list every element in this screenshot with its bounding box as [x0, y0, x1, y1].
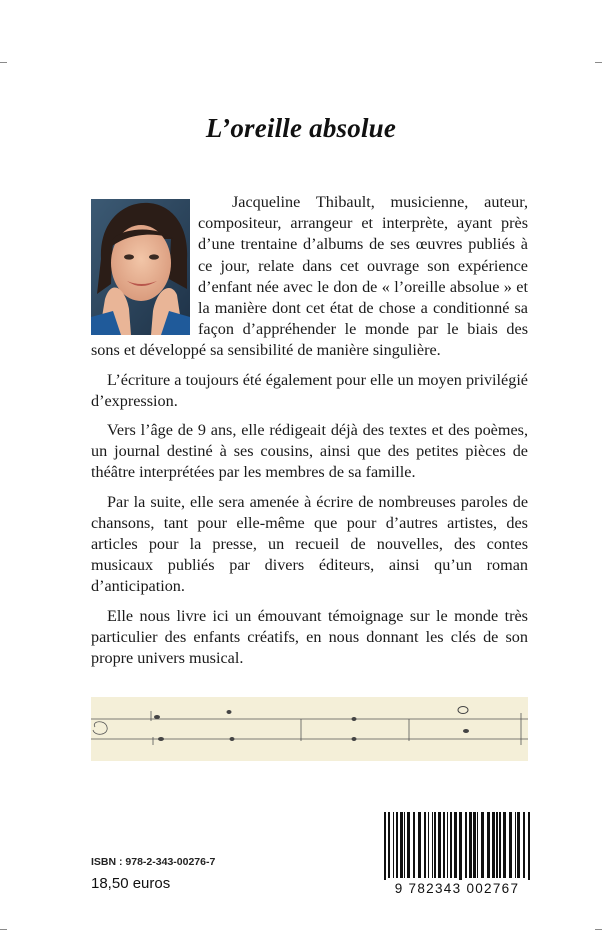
paragraph-writing: L’écriture a toujours été également pour elle un moyen privilégié d’expression.: [91, 370, 528, 410]
barcode-bar: [528, 812, 530, 880]
barcode-bar: [424, 812, 426, 878]
barcode-bar: [413, 812, 415, 878]
paragraph-conclusion: Elle nous livre ici un émouvant témoignage sur le monde très particulier des enfants créatifs, en nous donnant les clés de son propre univers musical.: [91, 606, 528, 668]
barcode-bar: [428, 812, 429, 878]
book-title: L’oreille absolue: [205, 113, 397, 143]
barcode-bar: [496, 812, 498, 878]
barcode-bar: [396, 812, 398, 878]
crop-mark: [595, 62, 602, 63]
barcode-bar: [432, 812, 433, 878]
barcode-bar: [481, 812, 484, 878]
barcode-bar: [434, 812, 436, 878]
barcode-bar: [523, 812, 525, 878]
paragraph-career: Par la suite, elle sera amenée à écrire de nombreuses paroles de chansons, tant pour elle-même que pour d’autres artistes, des articles pour la presse, un recueil de nouvelles, des contes musicaux publiés par divers éditeurs, ainsi qu’un roman d’anticipation.: [91, 492, 528, 596]
barcode-bar: [384, 812, 386, 880]
photo-spacer: [91, 192, 198, 338]
barcode-bar: [517, 812, 520, 878]
barcode-bar: [503, 812, 506, 878]
barcode-bar: [465, 812, 467, 878]
barcode-bar: [473, 812, 476, 878]
barcode-bar: [492, 812, 495, 878]
barcode-bars: [378, 808, 538, 880]
barcode-bar: [407, 812, 410, 878]
crop-mark: [0, 929, 7, 930]
crop-mark: [595, 929, 602, 930]
barcode-digits: 9 782343 002767: [394, 881, 520, 896]
barcode-bar: [393, 812, 394, 878]
barcode-bar: [388, 812, 390, 878]
music-score-strip: [91, 697, 528, 761]
crop-mark: [0, 62, 7, 63]
paragraph-childhood: Vers l’âge de 9 ans, elle rédigeait déjà des textes et des poèmes, un journal destiné à ses cousins, ainsi que des petites pièces de théâtre interprétées par les membres de sa famille.: [91, 421, 528, 482]
barcode-bar: [400, 812, 403, 878]
barcode-bar: [438, 812, 441, 878]
barcode-bar: [447, 812, 448, 878]
paragraph-intro: Jacqueline Thibault, musicienne, auteur, compositeur, arrangeur et interprète, ayant près d’une trentaine d’albums de ses œuvres publiés à ce jour, relate dans cet ouvrage son expérience d’enfant née avec le don de « l’oreille absolue » et la manière dont cet état de chose a conditionné sa façon d’appréhender le monde par le biais des sons et développé sa sensibilité de manière singulière.: [91, 193, 528, 360]
isbn-label: ISBN : 978-2-343-00276-7: [91, 856, 216, 868]
barcode-bar: [450, 812, 452, 878]
barcode-bar: [454, 812, 457, 878]
price-label: 18,50 euros: [91, 875, 171, 892]
barcode-bar: [515, 812, 516, 878]
barcode-bar: [443, 812, 445, 878]
barcode-bar: [509, 812, 512, 878]
barcode-bar: [487, 812, 490, 878]
barcode-bar: [459, 812, 462, 880]
barcode-bar: [469, 812, 472, 878]
barcode-bar: [499, 812, 501, 878]
barcode-bar: [404, 812, 405, 878]
barcode-bar: [418, 812, 421, 878]
back-cover-text: [91, 192, 528, 677]
barcode-bar: [477, 812, 478, 878]
